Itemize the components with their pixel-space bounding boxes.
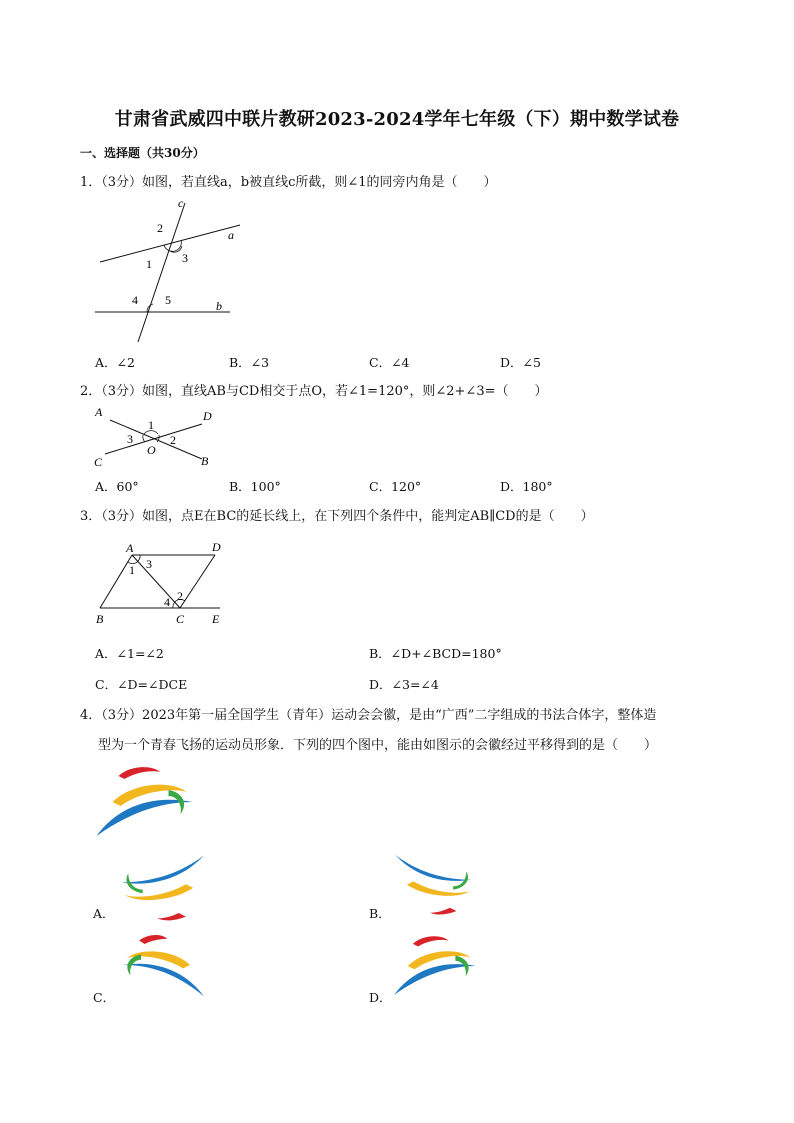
label-A: A: [95, 405, 103, 419]
label-1: 1: [146, 257, 152, 271]
q2-option-a[interactable]: A．60°: [95, 479, 139, 494]
q1-option-b[interactable]: B．∠3: [229, 355, 270, 370]
label-D: D: [212, 540, 221, 554]
q2-stem: 2．（3分）如图，直线AB与CD相交于点O，若∠1=120°，则∠2+∠3=（ ）: [80, 384, 548, 399]
q4-option-a[interactable]: A．: [93, 906, 115, 921]
q1-figure: [90, 195, 250, 345]
label-C: C: [176, 612, 185, 626]
emblem-reference: [92, 762, 197, 842]
q4-stem-line1: 4．（3分）2023年第一届全国学生（青年）运动会会徽，是由“广西”二字组成的书法合体字，整体造: [80, 708, 657, 723]
label-C: C: [94, 455, 103, 469]
label-2: 2: [170, 433, 176, 447]
q3-option-a[interactable]: A．∠1=∠2: [95, 646, 164, 661]
label-4: 4: [132, 293, 138, 307]
label-5: 5: [165, 293, 171, 307]
q2-option-b[interactable]: B．100°: [229, 479, 281, 494]
q2-option-d[interactable]: D．180°: [500, 479, 553, 494]
segment-ac: [132, 555, 180, 608]
label-O: O: [147, 443, 156, 457]
q4-option-c[interactable]: C．: [93, 990, 116, 1005]
label-b: b: [216, 299, 222, 313]
q4-option-b-image[interactable]: [390, 850, 480, 916]
q1-stem: 1．（3分）如图，若直线a，b被直线c所截，则∠1的同旁内角是（ ）: [80, 175, 497, 190]
label-a: a: [228, 228, 234, 242]
label-1: 1: [129, 563, 135, 577]
q4-stem-line2: 型为一个青春飞扬的运动员形象．下列的四个图中，能由如图示的会徽经过平移得到的是（ ）: [98, 738, 658, 753]
q3-option-c[interactable]: C．∠D=∠DCE: [95, 677, 188, 692]
label-c: c: [178, 196, 184, 210]
q3-stem: 3．（3分）如图，点E在BC的延长线上，在下列四个条件中，能判定AB∥CD的是（ ）: [80, 509, 594, 524]
q2-figure: [90, 402, 220, 470]
label-B: B: [201, 454, 209, 468]
q1-option-c[interactable]: C．∠4: [369, 355, 410, 370]
q3-option-b[interactable]: B．∠D+∠BCD=180°: [369, 646, 502, 661]
q1-option-a[interactable]: A．∠2: [95, 355, 135, 370]
label-3: 3: [182, 251, 188, 265]
q3-option-d[interactable]: D．∠3=∠4: [369, 677, 439, 692]
emblem-red-stroke: [119, 767, 161, 779]
emblem-blue-stroke: [97, 800, 193, 836]
label-A: A: [126, 541, 134, 555]
angle-arc-3: [138, 555, 140, 561]
q2-option-c[interactable]: C．120°: [369, 479, 422, 494]
section-heading: 一、选择题（共30分）: [80, 146, 205, 160]
label-4: 4: [164, 595, 170, 609]
angle-arc-4: [173, 602, 175, 608]
segment-dc: [180, 555, 215, 608]
line-ab: [110, 420, 202, 459]
page-title: 甘肃省武威四中联片教研2023-2024学年七年级（下）期中数学试卷: [114, 109, 680, 130]
emblem-logo: [97, 767, 193, 836]
label-E: E: [212, 612, 220, 626]
line-a: [100, 225, 240, 262]
label-3: 3: [127, 432, 133, 446]
label-B: B: [96, 612, 104, 626]
q1-option-d[interactable]: D．∠5: [500, 355, 541, 370]
label-2: 2: [157, 221, 163, 235]
segment-ab: [100, 555, 132, 608]
q4-option-d-image[interactable]: [390, 932, 480, 1000]
label-2: 2: [177, 589, 183, 603]
q4-option-d[interactable]: D．: [369, 990, 392, 1005]
q3-figure: [90, 538, 230, 630]
q4-option-b[interactable]: B．: [369, 906, 391, 921]
label-3: 3: [146, 557, 152, 571]
q4-option-a-image[interactable]: [115, 850, 210, 922]
label-D: D: [203, 409, 212, 423]
q4-option-c-image[interactable]: [116, 930, 208, 1000]
label-1: 1: [148, 418, 154, 432]
angle-arc-3: [143, 435, 145, 442]
